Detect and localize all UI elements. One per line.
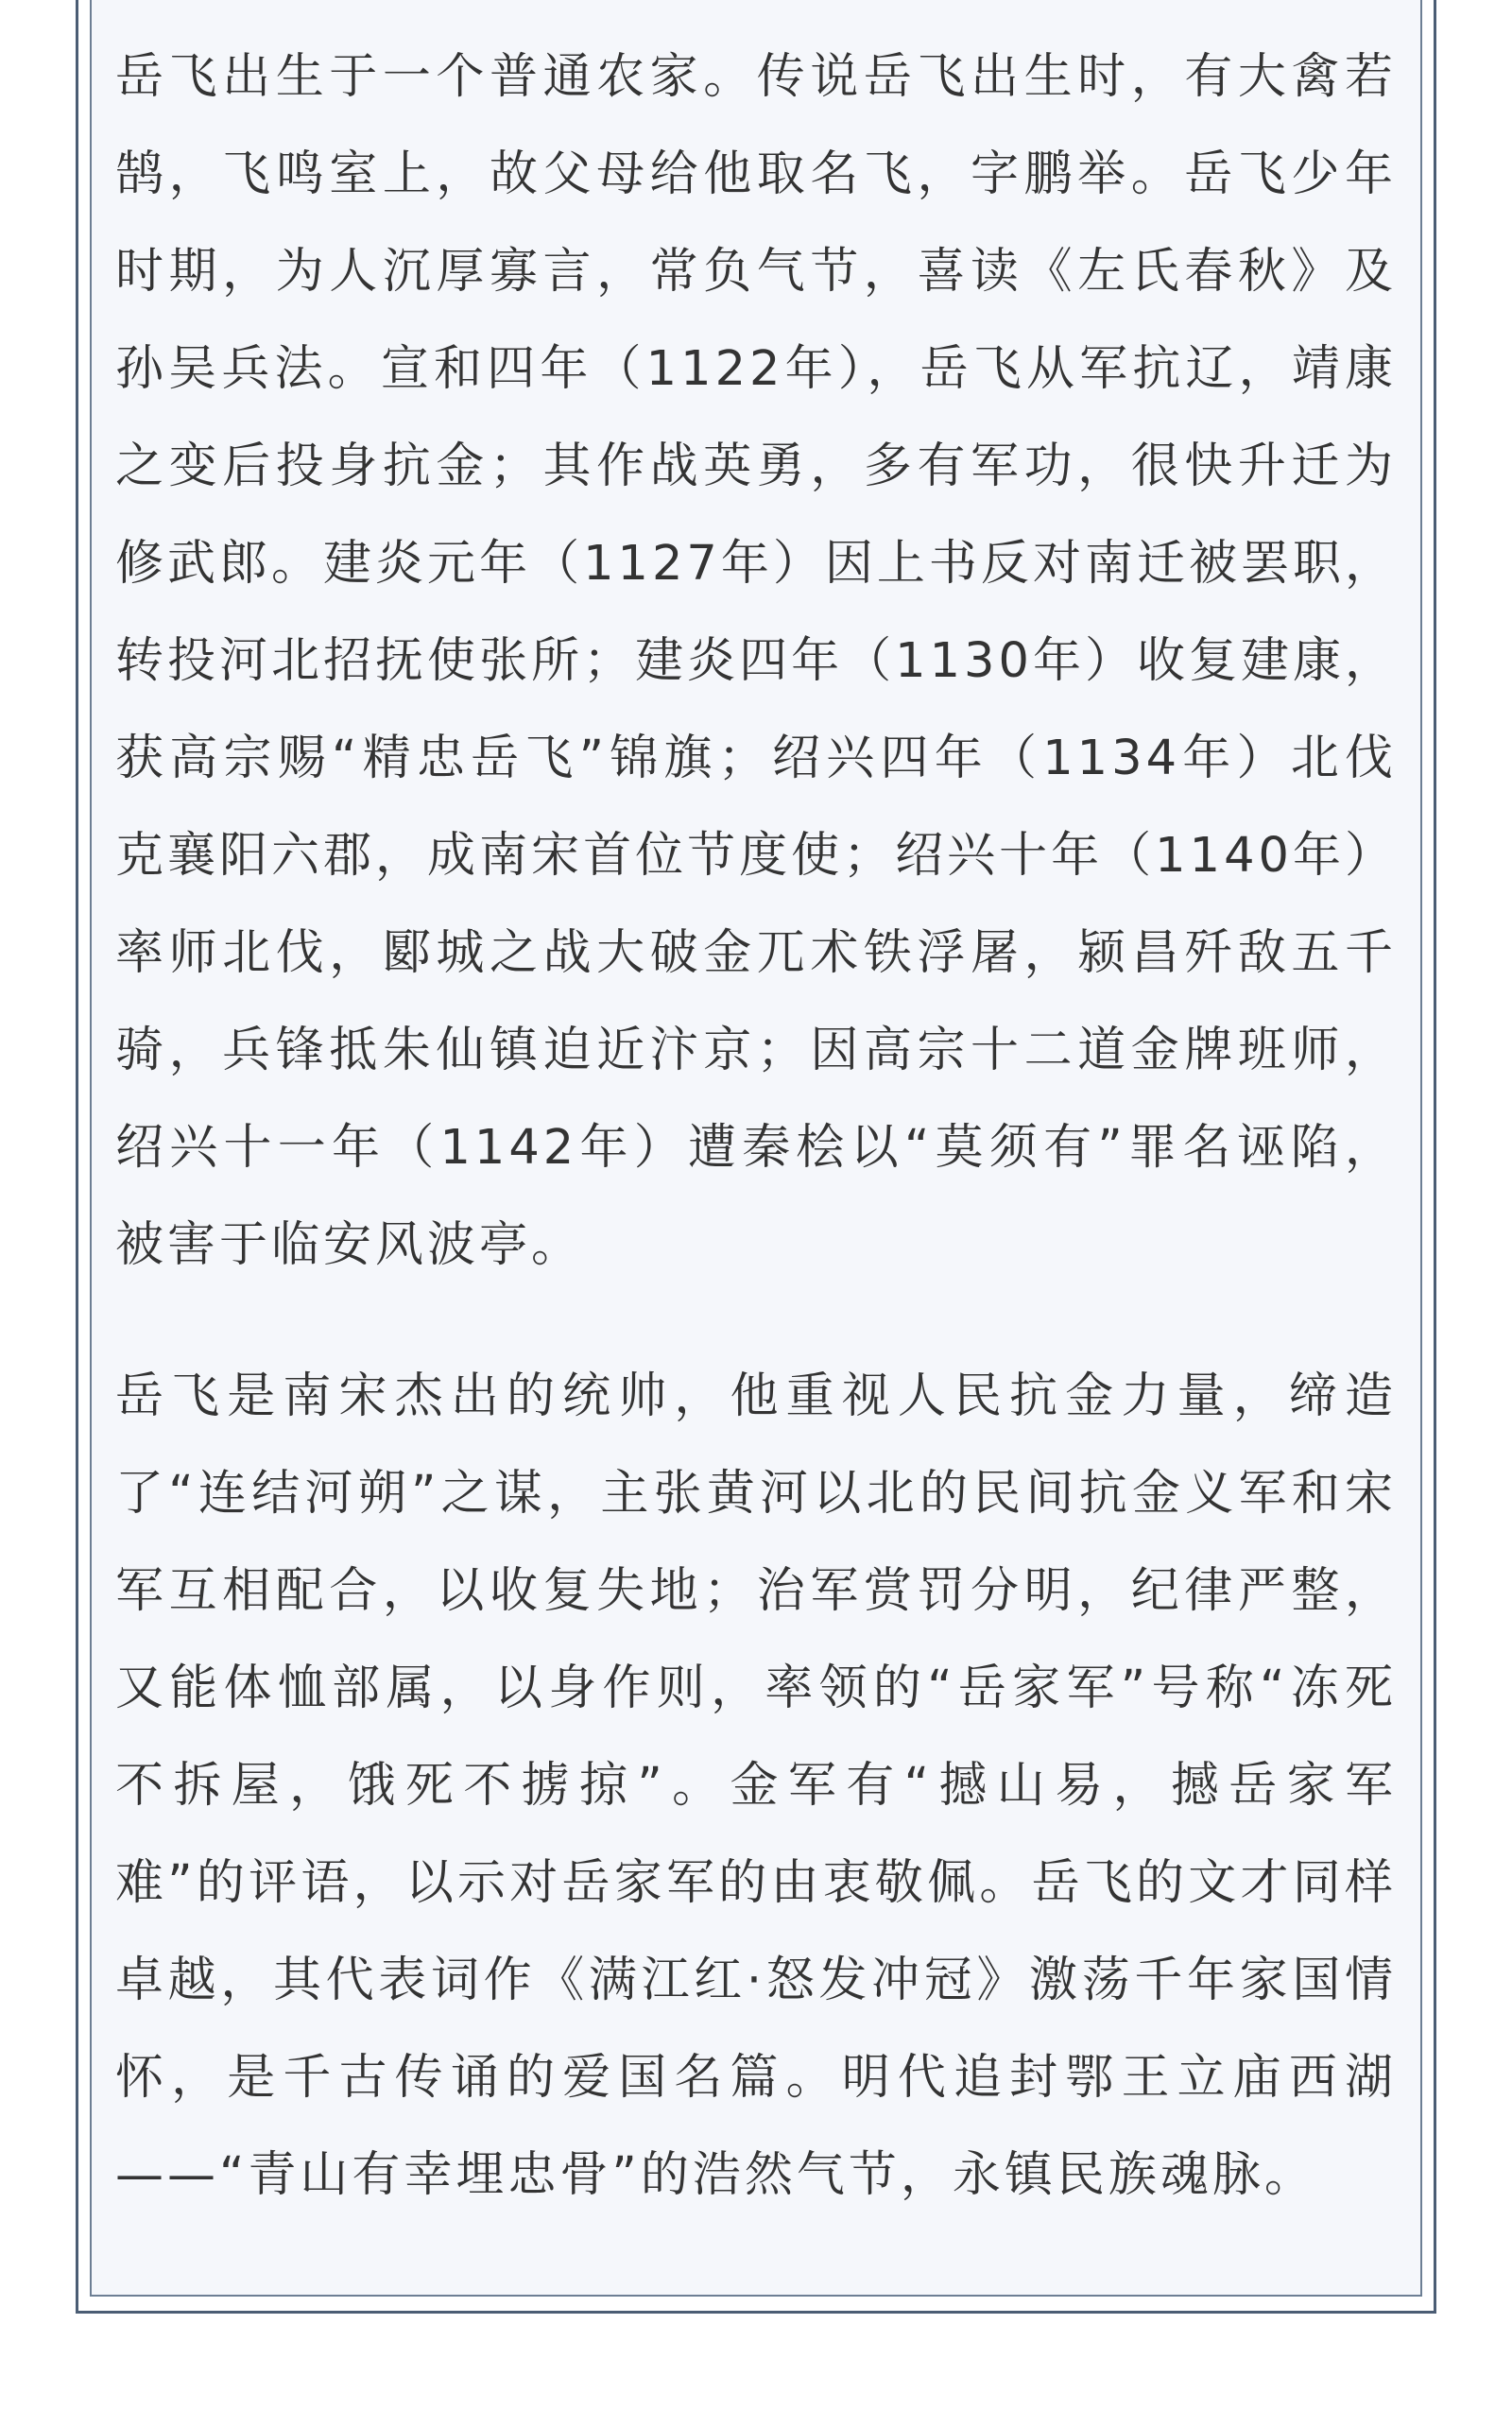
paragraph-legacy: 岳飞是南宋杰出的统帅，他重视人民抗金力量，缔造了“连结河朔”之谋，主张黄河以北的民间抗金义军和宋军互相配合，以收复失地；治军赏罚分明，纪律严整，又能体恤部属，以身作则，率领的“岳家军”号称“冻死不拆屋，饿死不掳掠”。金军有“撼山易，撼岳家军难”的评语，以示对岳家军的由衷敬佩。岳飞的文才同样卓越，其代表词作《满江红·怒发冲冠》激荡千年家国情怀，是千古传诵的爱国名篇。明代追封鄂王立庙西湖——“青山有幸埋忠骨”的浩然气节，永镇民族魂脉。 (115, 1368, 1397, 2203)
article-body (115, 28, 1397, 2224)
paragraph-biography: 岳飞出生于一个普通农家。传说岳飞出生时，有大禽若鹄，飞鸣室上，故父母给他取名飞，字鹏举。岳飞少年时期，为人沉厚寡言，常负气节，喜读《左氏春秋》及孙吴兵法。宣和四年（1122年），岳飞从军抗辽，靖康之变后投身抗金；其作战英勇，多有军功，很快升迁为修武郎。建炎元年（1127年）因上书反对南迁被罢职，转投河北招抚使张所；建炎四年（1130年）收复建康，获高宗赐“精忠岳飞”锦旗；绍兴四年（1134年）北伐克襄阳六郡，成南宋首位节度使；绍兴十年（1140年）率师北伐，郾城之战大破金兀术铁浮屠，颍昌歼敌五千骑，兵锋抵朱仙镇迫近汴京；因高宗十二道金牌班师，绍兴十一年（1142年）遭秦桧以“莫须有”罪名诬陷，被害于临安风波亭。 (115, 49, 1397, 1273)
